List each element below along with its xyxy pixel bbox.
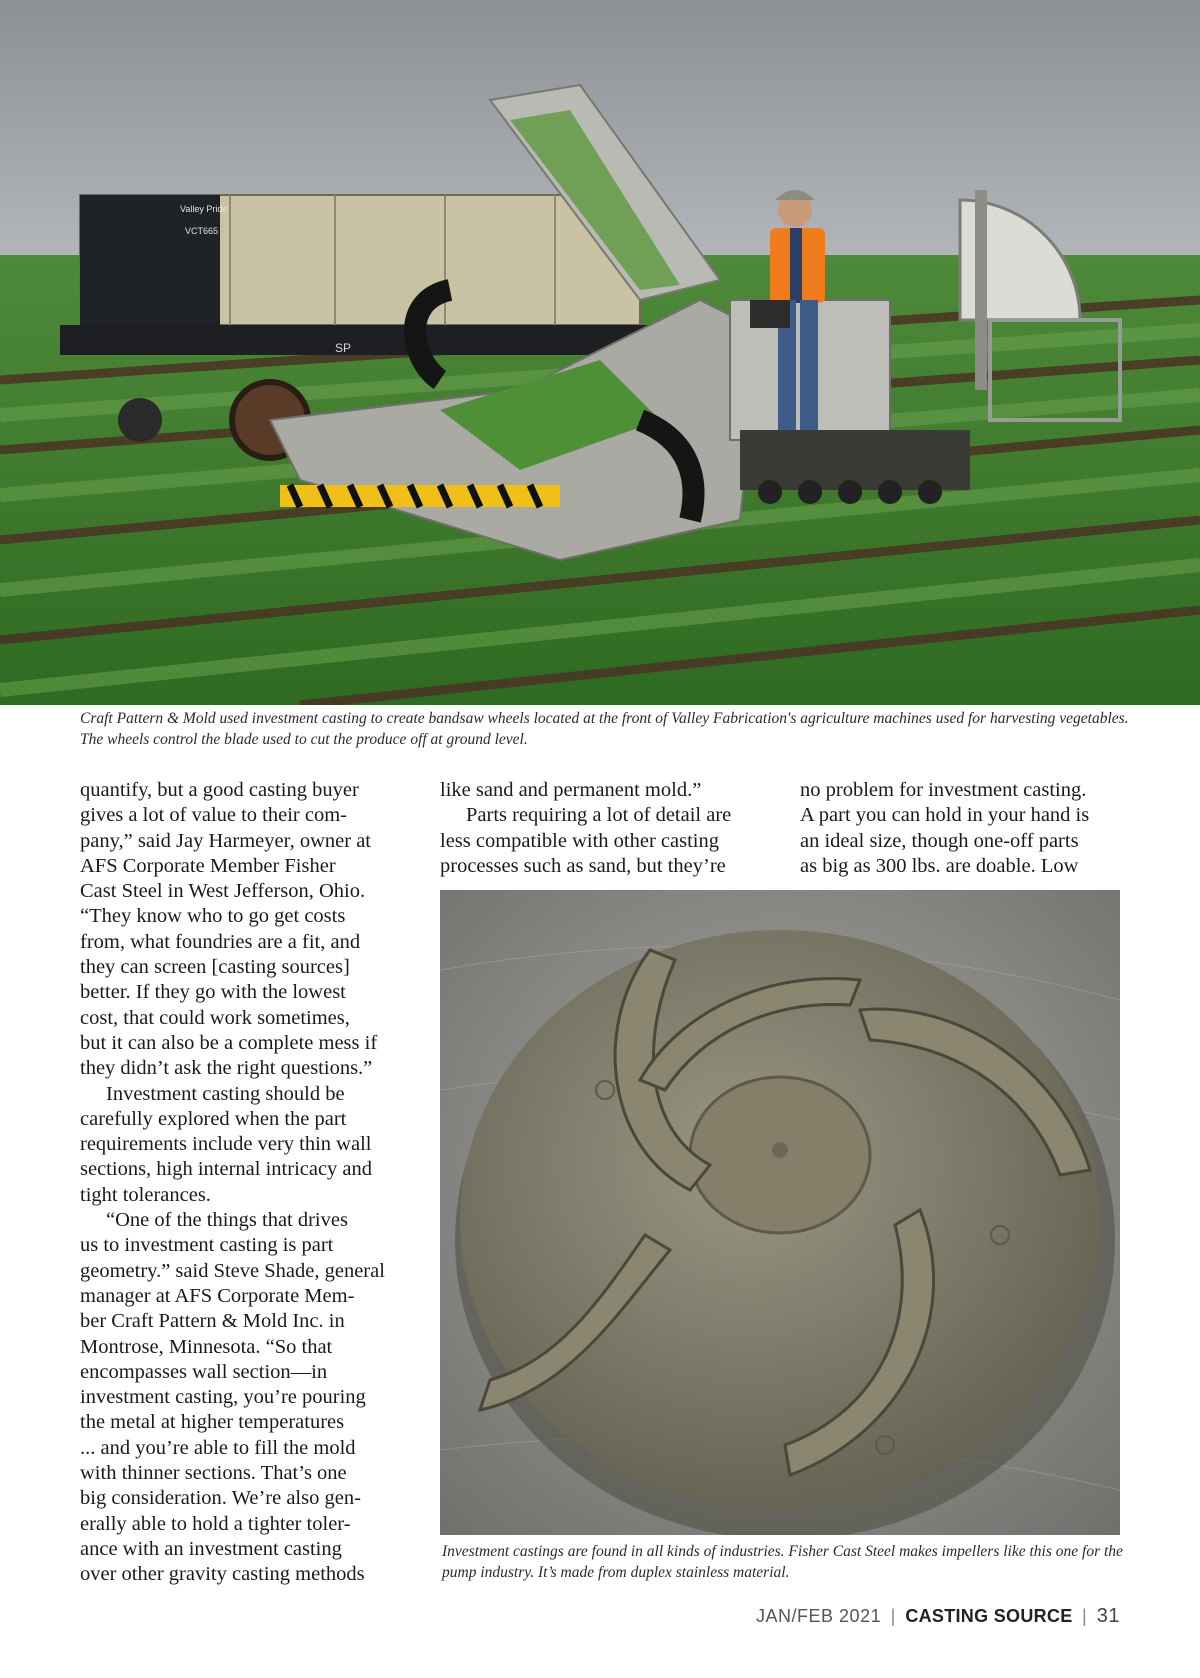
text-line: ... and you’re able to fill the mold bbox=[80, 1436, 356, 1459]
article-column-2 bbox=[440, 778, 770, 879]
text-line: over other gravity casting methods bbox=[80, 1563, 365, 1586]
text-line: geometry.” said Steve Shade, general bbox=[80, 1259, 385, 1282]
text-line: an ideal size, though one-off parts bbox=[800, 829, 1079, 852]
text-line: but it can also be a complete mess if bbox=[80, 1031, 378, 1054]
text-line: as big as 300 lbs. are doable. Low bbox=[800, 854, 1079, 877]
text-line: Investment casting should be bbox=[106, 1082, 345, 1105]
text-line: processes such as sand, but they’re bbox=[440, 854, 726, 877]
text-line: from, what foundries are a fit, and bbox=[80, 930, 361, 953]
paragraph-4 bbox=[440, 803, 770, 879]
magazine-name: CASTING SOURCE bbox=[905, 1606, 1073, 1626]
hero-caption: Craft Pattern & Mold used investment casting to create bandsaw wheels located at the front of Valley Fabrication's agriculture machines used for harvesting vegetables. The wheels control the blade used to cut the produce off at ground level. bbox=[80, 710, 1129, 748]
text-line: gives a lot of value to their com- bbox=[80, 804, 347, 827]
text-line: us to investment casting is part bbox=[80, 1234, 334, 1257]
text-line: AFS Corporate Member Fisher bbox=[80, 854, 336, 877]
article-column-3 bbox=[800, 778, 1130, 879]
text-line: carefully explored when the part bbox=[80, 1107, 347, 1130]
text-line: big consideration. We’re also gen- bbox=[80, 1487, 361, 1510]
page-footer bbox=[756, 1605, 1120, 1628]
text-line: no problem for investment casting. bbox=[800, 779, 1087, 801]
text-line: Cast Steel in West Jefferson, Ohio. bbox=[80, 880, 366, 903]
footer-separator: | bbox=[1082, 1606, 1088, 1626]
text-line: “One of the things that drives bbox=[106, 1209, 348, 1232]
impeller-photo bbox=[440, 890, 1120, 1535]
text-line: less compatible with other casting bbox=[440, 829, 719, 852]
text-line: pany,” said Jay Harmeyer, owner at bbox=[80, 829, 371, 852]
text-line: “They know who to go get costs bbox=[80, 905, 346, 928]
text-line: they didn’t ask the right questions.” bbox=[80, 1057, 373, 1080]
text-line: erally able to hold a tighter toler- bbox=[80, 1512, 351, 1535]
text-line: encompasses wall section—in bbox=[80, 1360, 328, 1383]
text-line: A part you can hold in your hand is bbox=[800, 804, 1090, 827]
text-line: with thinner sections. That’s one bbox=[80, 1462, 347, 1485]
text-line: better. If they go with the lowest bbox=[80, 981, 346, 1004]
text-line: ber Craft Pattern & Mold Inc. in bbox=[80, 1310, 345, 1333]
text-line: they can screen [casting sources] bbox=[80, 956, 350, 979]
paragraph-continued bbox=[440, 778, 770, 803]
paragraph-5 bbox=[800, 778, 1130, 879]
paragraph-3 bbox=[80, 1208, 410, 1587]
text-line: ance with an investment casting bbox=[80, 1537, 342, 1560]
text-line: Parts requiring a lot of detail are bbox=[466, 804, 732, 827]
paragraph-1 bbox=[80, 778, 410, 1082]
paragraph-2 bbox=[80, 1082, 410, 1208]
issue-date: JAN/FEB 2021 bbox=[756, 1606, 882, 1626]
text-line: manager at AFS Corporate Mem- bbox=[80, 1284, 355, 1307]
hero-photo bbox=[0, 0, 1200, 705]
text-line: like sand and permanent mold.” bbox=[440, 779, 702, 801]
text-line: investment casting, you’re pouring bbox=[80, 1386, 366, 1409]
bin-label-1: Valley Pride bbox=[180, 204, 228, 214]
article-column-1 bbox=[80, 778, 410, 1588]
text-line: requirements include very thin wall bbox=[80, 1133, 372, 1156]
bin-label-2: VCT665 bbox=[185, 226, 219, 236]
page-number: 31 bbox=[1096, 1605, 1120, 1627]
impeller-caption: Investment castings are found in all kinds of industries. Fisher Cast Steel makes impellers like this one for the pump industry. It’s made from duplex stainless material. bbox=[442, 1543, 1123, 1581]
text-line: Montrose, Minnesota. “So that bbox=[80, 1335, 333, 1358]
trailer-label: SP bbox=[335, 341, 352, 355]
text-line: the metal at higher temperatures bbox=[80, 1411, 345, 1434]
text-line: quantify, but a good casting buyer bbox=[80, 779, 359, 801]
text-line: sections, high internal intricacy and bbox=[80, 1158, 373, 1181]
text-line: tight tolerances. bbox=[80, 1183, 211, 1206]
footer-separator: | bbox=[890, 1606, 896, 1626]
text-line: cost, that could work sometimes, bbox=[80, 1006, 350, 1029]
